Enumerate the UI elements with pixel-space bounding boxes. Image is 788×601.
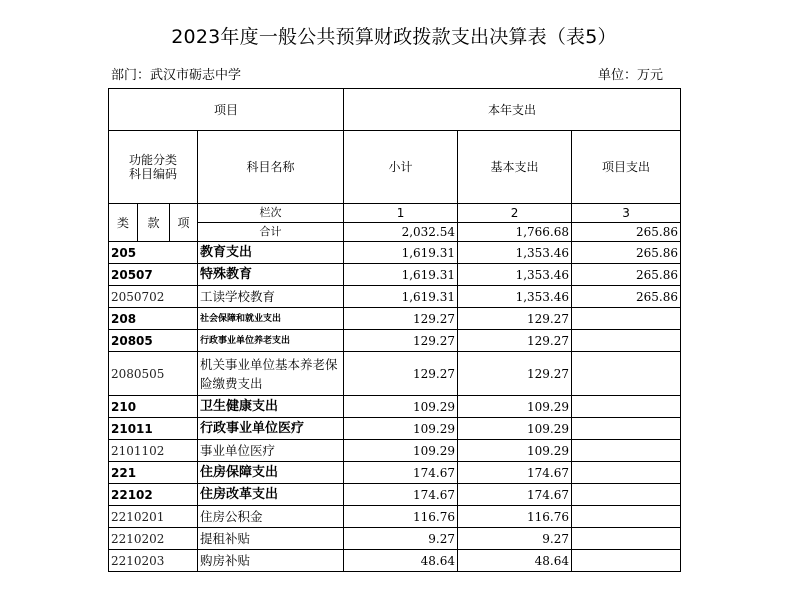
row-project [572,330,681,352]
total-subtotal: 2,032.54 [344,223,458,242]
row-project [572,440,681,462]
row-basic: 174.67 [458,484,572,506]
row-code: 208 [109,308,198,330]
header-xiang: 项 [170,204,198,242]
row-subtotal: 1,619.31 [344,264,458,286]
row-basic: 116.76 [458,506,572,528]
header-item: 项目 [109,89,344,131]
row-basic: 9.27 [458,528,572,550]
row-code: 2210203 [109,550,198,572]
table-row [109,286,681,308]
row-basic: 1,353.46 [458,264,572,286]
row-name: 卫生健康支出 [198,396,344,418]
row-basic: 109.29 [458,440,572,462]
row-basic: 109.29 [458,396,572,418]
table-row [109,352,681,396]
row-project [572,352,681,396]
unit-label: 单位：万元 [598,68,664,83]
row-project: 265.86 [572,242,681,264]
row-subtotal: 9.27 [344,528,458,550]
header-kuan: 款 [138,204,170,242]
row-project [572,396,681,418]
table-row [109,440,681,462]
expenditure-table [108,88,681,572]
total-basic: 1,766.68 [458,223,572,242]
table-row [109,418,681,440]
table-row [109,308,681,330]
row-name: 住房保障支出 [198,462,344,484]
page-title: 2023年度一般公共预算财政拨款支出决算表（表5） [171,26,617,48]
row-name: 工读学校教育 [198,286,344,308]
row-basic: 129.27 [458,330,572,352]
row-project [572,528,681,550]
row-subtotal: 1,619.31 [344,242,458,264]
header-subject-name: 科目名称 [198,131,344,204]
row-code: 2210201 [109,506,198,528]
table-row [109,484,681,506]
row-basic: 129.27 [458,352,572,396]
row-project [572,550,681,572]
row-subtotal: 129.27 [344,352,458,396]
header-subtotal: 小计 [344,131,458,204]
row-basic: 1,353.46 [458,286,572,308]
row-project [572,462,681,484]
row-subtotal: 109.29 [344,440,458,462]
row-code: 210 [109,396,198,418]
row-basic: 1,353.46 [458,242,572,264]
header-function-code-line2: 科目编码 [128,167,177,181]
row-code: 221 [109,462,198,484]
row-name: 机关事业单位基本养老保险缴费支出 [198,352,344,396]
header-column-no: 栏次 [198,204,344,223]
row-name: 特殊教育 [198,264,344,286]
row-subtotal: 129.27 [344,308,458,330]
row-name: 住房改革支出 [198,484,344,506]
row-subtotal: 48.64 [344,550,458,572]
header-function-code [109,131,198,204]
row-code: 2050702 [109,286,198,308]
row-subtotal: 1,619.31 [344,286,458,308]
row-code: 2210202 [109,528,198,550]
row-code: 22102 [109,484,198,506]
row-code: 205 [109,242,198,264]
row-project: 265.86 [572,264,681,286]
table-row [109,396,681,418]
row-subtotal: 174.67 [344,462,458,484]
row-name: 教育支出 [198,242,344,264]
row-subtotal: 109.29 [344,418,458,440]
row-project [572,484,681,506]
header-col2: 2 [458,204,572,223]
row-subtotal: 129.27 [344,330,458,352]
row-project: 265.86 [572,286,681,308]
row-name: 事业单位医疗 [198,440,344,462]
row-code: 2101102 [109,440,198,462]
row-subtotal: 109.29 [344,396,458,418]
header-basic: 基本支出 [458,131,572,204]
row-code: 20805 [109,330,198,352]
table-row [109,550,681,572]
row-basic: 174.67 [458,462,572,484]
row-name: 提租补贴 [198,528,344,550]
row-basic: 129.27 [458,308,572,330]
row-name: 住房公积金 [198,506,344,528]
header-lei: 类 [109,204,138,242]
row-name: 购房补贴 [198,550,344,572]
header-col1: 1 [344,204,458,223]
row-code: 21011 [109,418,198,440]
table-row [109,506,681,528]
row-name: 社会保障和就业支出 [198,308,344,330]
header-function-code-line1: 功能分类 [128,153,177,167]
row-project [572,308,681,330]
row-name: 行政事业单位养老支出 [198,330,344,352]
row-basic: 48.64 [458,550,572,572]
row-basic: 109.29 [458,418,572,440]
table-row [109,528,681,550]
row-project [572,418,681,440]
total-project: 265.86 [572,223,681,242]
row-code: 20507 [109,264,198,286]
table-row [109,330,681,352]
header-project: 项目支出 [572,131,681,204]
header-current-year: 本年支出 [344,89,681,131]
header-col3: 3 [572,204,681,223]
row-project [572,506,681,528]
total-label: 合计 [198,223,344,242]
table-row [109,462,681,484]
table-row [109,264,681,286]
row-subtotal: 174.67 [344,484,458,506]
row-subtotal: 116.76 [344,506,458,528]
row-name: 行政事业单位医疗 [198,418,344,440]
table-row [109,242,681,264]
row-code: 2080505 [109,352,198,396]
department-label: 部门：武汉市砺志中学 [111,68,242,83]
